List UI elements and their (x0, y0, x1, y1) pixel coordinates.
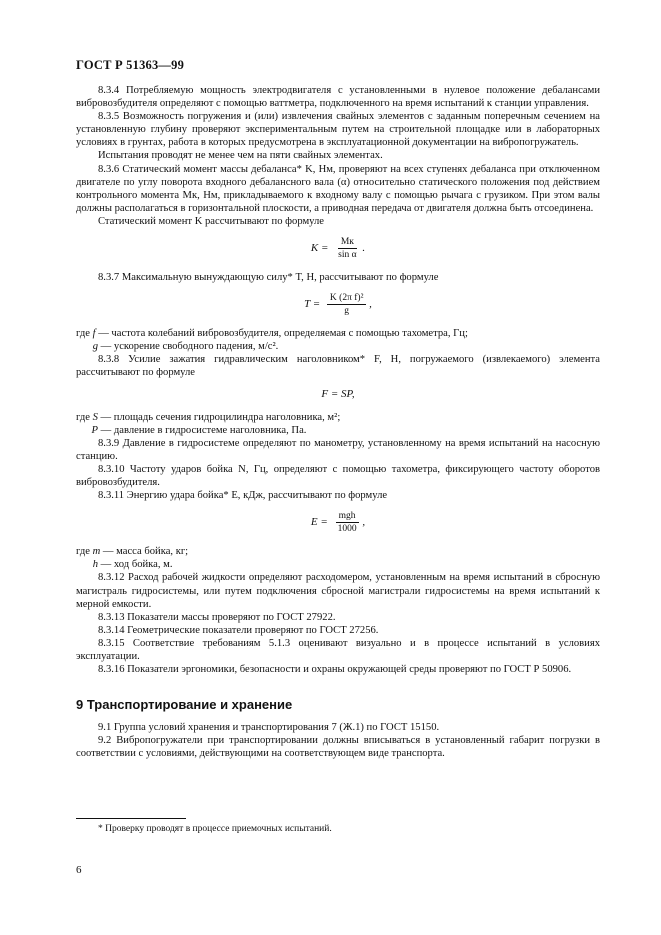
where-f-prefix: где (76, 328, 90, 340)
paragraph-8-3-5: 8.3.5 Возможность погружения и (или) извлечения свайных элементов с заданным поперечным сечением на установленную глубину проверяют экспериментальным путем на строительной площадке или в лабораторных условиях в грунтах, работа в которых предусмотрена в эксплуатационной документации на вибропогружатель. (76, 111, 600, 149)
formula-t-denominator: g (344, 306, 350, 317)
where-g-term: g (92, 341, 98, 353)
where-p-term: P (91, 424, 98, 436)
page-number: 6 (76, 864, 82, 876)
where-m-text: — масса бойка, кг; (102, 546, 189, 558)
where-m (76, 545, 600, 558)
paragraph-8-3-9: 8.3.9 Давление в гидросистеме определяют по манометру, установленному на время испытаний на насосную станцию. (76, 437, 600, 462)
where-f (76, 327, 600, 340)
where-m-term: m (92, 546, 101, 558)
paragraph-8-3-11: 8.3.11 Энергию удара бойка* E, кДж, рассчитывают по формуле (98, 490, 388, 502)
document-header: ГОСТ Р 51363—99 (76, 58, 185, 72)
where-s-prefix: где (76, 411, 90, 423)
where-h-text: — ход бойка, м. (100, 559, 173, 571)
formula-t (76, 292, 600, 317)
formula-k-fraction (335, 236, 359, 261)
where-p-text: — давление в гидросистеме наголовника, Па. (100, 424, 307, 436)
paragraph-8-3-12: 8.3.12 Расход рабочей жидкости определяют расходомером, установленным на время испытаний в сбросную магистраль гидросистемы, или путем подключения сбросной магистрали гидросистемы на время испытаний к мерной емкости. (76, 572, 600, 610)
where-f-text: — частота колебаний вибровозбудителя, определяемая с помощью тахометра, Гц; (98, 328, 468, 340)
paragraph-8-3-10: 8.3.10 Частоту ударов бойка N, Гц, определяют с помощью тахометра, фиксирующего частоту оборотов вибровозбудителя. (76, 463, 600, 489)
paragraph-8-3-14: 8.3.14 Геометрические показатели проверяют по ГОСТ 27256. (98, 624, 379, 636)
formula-e (76, 510, 600, 535)
formula-t-fraction (327, 292, 367, 317)
formula-e-fraction (335, 510, 360, 535)
where-h (76, 558, 600, 571)
paragraph-9-1: 9.1 Группа условий хранения и транспортирования 7 (Ж.1) по ГОСТ 15150. (98, 722, 440, 734)
formula-f: F = SP, (321, 387, 355, 400)
document-body (76, 84, 600, 761)
footnote-divider (76, 818, 186, 819)
paragraph-8-3-13: 8.3.13 Показатели массы проверяют по ГОСТ 27922. (98, 611, 336, 623)
paragraph-tests-note: Испытания проводят не менее чем на пяти свайных элементах. (98, 150, 383, 162)
where-f-term: f (92, 328, 96, 340)
formula-k-denominator: sin α (338, 250, 357, 261)
formula-k-lhs: K = (310, 242, 329, 255)
where-g-text: — ускорение свободного падения, м/с². (100, 341, 279, 353)
paragraph-8-3-15: 8.3.15 Соответствие требованиям 5.1.3 оценивают визуально и в процессе испытаний в условиях эксплуатации. (76, 637, 600, 662)
paragraph-8-3-6: 8.3.6 Статический момент массы дебаланса* K, Нм, проверяют на всех ступенях дебаланса при отключенном двигателе по углу поворота входного дебалансного вала (α) относительно статического положения под действием контрольного момента Мк, Нм, прикладываемого к входному валу с помощью рычага с грузиком. При этом валы должны располагаться в горизонтальной плоскости, а приводная передача от двигателя должна быть отсоединена. (76, 163, 600, 214)
paragraph-8-3-16: 8.3.16 Показатели эргономики, безопасности и охраны окружающей среды проверяют по ГОСТ Р 50906. (98, 664, 572, 676)
formula-k-numerator: Мк (338, 236, 357, 249)
where-s-text: — площадь сечения гидроцилиндра наголовника, м²; (100, 411, 341, 423)
formula-e-lhs: E = (310, 516, 328, 529)
where-s-term: S (92, 411, 98, 423)
paragraph-8-3-8: 8.3.8 Усилие зажатия гидравлическим наголовником* F, Н, погружаемого (извлекаемого) элемента рассчитывают по формуле (76, 354, 600, 379)
formula-t-tail: , (369, 298, 372, 311)
formula-k-tail: . (362, 242, 366, 255)
formula-t-lhs: T = (304, 298, 321, 311)
paragraph-8-3-4: 8.3.4 Потребляемую мощность электродвигателя с установленными в нулевое положение дебалансами вибровозбудителя определяют с помощью ваттметра, подключенного на время испытаний к станции управления. (76, 85, 600, 110)
formula-e-tail: , (362, 516, 366, 529)
formula-e-denominator: 1000 (337, 524, 357, 535)
formula-e-numerator: mgh (336, 510, 359, 523)
formula-k (76, 236, 600, 261)
where-g (76, 340, 600, 353)
paragraph-8-3-7: 8.3.7 Максимальную вынуждающую силу* T, Н, рассчитывают по формуле (98, 272, 439, 284)
section-9-title: 9 Транспортирование и хранение (76, 697, 293, 713)
paragraph-9-2: 9.2 Вибропогружатели при транспортировании должны вписываться в установленный габарит погрузки в соответствии с условиями, действующими на соответствующем виде транспорта. (76, 735, 600, 760)
paragraph-static-calc: Статический момент K рассчитывают по формуле (98, 215, 324, 227)
formula-t-numerator: K (2π f)² (327, 292, 367, 305)
where-h-term: h (92, 559, 98, 571)
where-m-prefix: где (76, 546, 90, 558)
where-p (76, 424, 600, 437)
footnote: * Проверку проводят в процессе приемочных испытаний. (98, 824, 332, 834)
where-s (76, 411, 600, 424)
